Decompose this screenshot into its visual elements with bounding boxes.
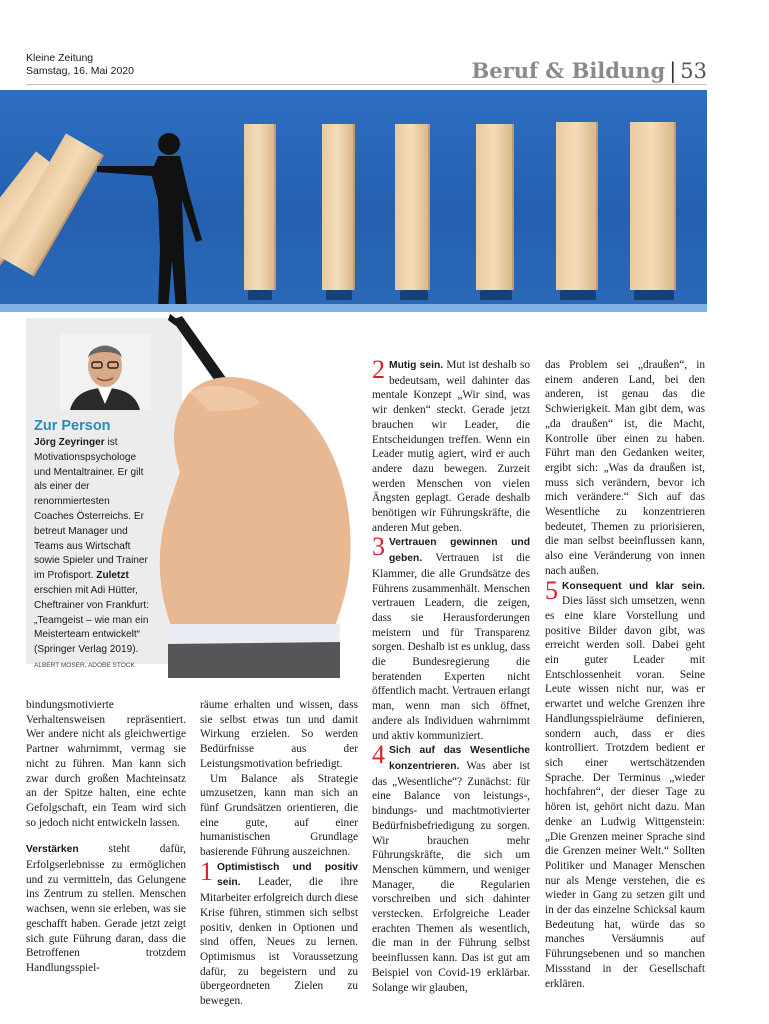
paragraph: bindungsmotivierte Verhaltensweisen repräsentiert. Wer andere nicht als gleichwertige Partner wahrnimmt, vermag sie nicht zu führen. Man kann sich zwar durch großen Machteinsatz an der Spitze halten, eine echte Gefolgschaft, ein Team wird sich so jedoch nicht entwickeln lassen. bbox=[26, 699, 186, 829]
principle-4 bbox=[372, 740, 530, 995]
principle-text: Vertrauen ist die Klammer, die alle Grundsätze des Führens zusammenhält. Menschen vertrauen Leadern, die zeigen, dass sie Herausforderungen meistern und für Transparenz sorgen. Deshalb ist es unklug, dass die Bundesregierung die beratenden Experten nicht öffentlich macht. Vertrauen erlangt man, wenn man sich öffnet, andere als Individuen wahrnimmt und aktiv kommuniziert. bbox=[372, 552, 530, 742]
newspaper-name: Kleine Zeitung bbox=[26, 52, 94, 64]
principle-3 bbox=[372, 532, 530, 743]
author-name: Jörg Zeyringer bbox=[34, 437, 105, 448]
principle-number: 5 bbox=[545, 575, 558, 605]
paragraph: Um Balance als Strategie umzusetzen, kann man sich an fünf Grundsätzen orientieren, die eine gute, auf einer humanistischen Grundlage basierende Führung auszeichnen. bbox=[200, 772, 358, 859]
issue-date: Samstag, 16. Mai 2020 bbox=[26, 65, 134, 77]
principle-heading: Vertrauen gewinnen und geben. bbox=[389, 537, 530, 565]
standing-domino bbox=[395, 124, 430, 290]
principle-1 bbox=[200, 856, 358, 1009]
article-column-2 bbox=[200, 698, 358, 1009]
principle-heading: Sich auf das Wesentliche konzentrieren. bbox=[389, 745, 530, 772]
sidebar-text bbox=[34, 436, 152, 674]
hand-with-pen-icon bbox=[150, 312, 355, 678]
sidebar-title: Zur Person bbox=[34, 418, 111, 434]
principle-heading: Optimistisch und positiv sein. bbox=[217, 861, 358, 889]
principle-number: 2 bbox=[372, 355, 385, 384]
domino-shadow bbox=[480, 290, 512, 300]
page-number: 53 bbox=[680, 59, 707, 83]
section-title: Beruf & Bildung bbox=[471, 58, 666, 83]
article-column-1 bbox=[26, 698, 186, 976]
silhouette-figure-icon bbox=[92, 130, 222, 310]
paragraph: räume erhalten und wissen, dass sie selbst etwas tun und damit Wirkung erzielen. So werden Bedürfnisse aus der Leistungsmotivation befriedigt. bbox=[200, 699, 358, 770]
masthead bbox=[26, 52, 134, 78]
standing-domino bbox=[244, 124, 276, 290]
principle-heading: Mutig sein. bbox=[389, 360, 444, 371]
paragraph-text: steht dafür, Erfolgserlebnisse zu ermöglichen und zu vermitteln, das Gelungene ins Zentrum zu stellen. Menschen wachsen, wenn sie erleben, was sie geschafft haben. Gerade jetzt zeigt sich gute Führung daran, dass die Betroffenen trotzdem Handlungsspiel- bbox=[26, 843, 186, 974]
principle-text: Was aber ist das „Wesentliche“? Zunächst: für eine Balance von leistungs-, bindungs- und machtmotivierter Bedürfnisbefriedigung zu sorgen. Wir brauchen mehr Führungskräfte, die sich um Menschen kümmern, und weniger Manager, die Regularien vorschreiben und sich dahinter verstecken. Erfolgreiche Leader erachten Themen als wesentlich, die man in der Führung selbst beeinflussen kann. Das ist gut am Beispiel von Covid-19 erklärbar. Solange wir glauben, bbox=[372, 759, 530, 994]
principle-text: Dies lässt sich umsetzen, wenn es eine klare Vorstellung und positive Bilder davon gibt, was erreicht werden soll. Dabei geht ein guter Leader mit Entschlossenheit voran. Seine Leute wissen nicht nur, was er erwartet und welche Grenzen ihre Handlungsspielräume definieren, sondern auch, dass er dies kontrolliert. Trotzdem bedient er sich einer wertschätzenden Sprache. Der Terminus „wieder hochfahren“, der dieser Tage zu hören ist, gehört nicht dazu. Man denke an Ludwig Wittgenstein: „Die Grenzen meiner Sprache sind die Grenzen meiner Welt.“ Sollten Politiker und Manager Menschen nur als Menge verstehen, die es wieder in Gang zu setzen gilt und in der das einzelne Schicksal kaum Bedeutung hat, würde das so manches Versäumnis auf Führungsebenen und so manchen Missstand in der Gesellschaft erklären. bbox=[545, 595, 705, 990]
lead-word: Verstärken bbox=[26, 844, 79, 856]
principle-heading: Konsequent und klar sein. bbox=[562, 580, 705, 592]
paragraph: das Problem sei „draußen“, in einem anderen Land, bei den anderen, ist genau das die Schwierigkeit. Man gibt dem, was „da draußen“ ist, die Macht, Kontrolle über einen zu haben. Führt man den Gedanken weiter, ergibt sich: „Was da draußen ist, muss sich verändern, bevor ich mich verändere.“ Sich auf das Wesentliche zu konzentrieren bedeutet, Themen zu priorisieren, die man selbst beeinflussen kann, also eine Veränderung von innen nach außen. bbox=[545, 359, 705, 577]
standing-domino bbox=[322, 124, 355, 290]
domino-shadow bbox=[560, 290, 596, 300]
principle-number: 1 bbox=[200, 856, 213, 886]
book-info: erschien mit Adi Hütter, Cheftrainer von Frankfurt: „Teamgeist – wie man ein Meisterteam entwickelt“ (Springer Verlag 2019). bbox=[34, 584, 150, 656]
principle-text: Mut ist deshalb so bedeutsam, weil dahinter das mentale Konzept „Wir sind, was wir denken“ steckt. Gerade jetzt brauchen wir Leader, die Entscheidungen treffen. Wenn ein Leader mutig agiert, wird er auch andere dazu bewegen. Zurzeit werden Menschen von vielen Ängsten geplagt. Gerade deshalb benötigen wir Führungskräfte, die anderen Mut geben. bbox=[372, 359, 530, 534]
photo-credit: ALBERT MOSER, ADOBE STOCK bbox=[34, 661, 135, 669]
standing-domino bbox=[476, 124, 514, 290]
zuletzt-label: Zuletzt bbox=[96, 570, 129, 582]
article-column-3 bbox=[372, 355, 530, 995]
domino-shadow bbox=[634, 290, 674, 300]
principle-number: 4 bbox=[372, 740, 385, 770]
paragraph bbox=[26, 842, 186, 975]
author-bio: ist Motivationspsychologe und Mentaltrainer. Er gilt als einer der renommiertesten Coaches Österreichs. Er betreut Manager und Teams aus Wirtschaft sowie Spieler und Trainer im Profisport. bbox=[34, 437, 148, 582]
standing-domino bbox=[630, 122, 676, 290]
table-edge bbox=[0, 304, 707, 312]
domino-shadow bbox=[248, 290, 272, 300]
principle-5 bbox=[545, 575, 705, 992]
domino-shadow bbox=[400, 290, 428, 300]
standing-domino bbox=[556, 122, 598, 290]
section-header bbox=[472, 58, 707, 83]
domino-shadow bbox=[326, 290, 352, 300]
principle-text: Leader, die ihre Mitarbeiter erfolgreich durch diese Krise führen, stimmen sich selbst positiv, denken in Optionen und sind offen, Neues zu lernen. Optimismus ist Voraussetzung dafür, zu begeistern und zu übergeordneten Zielen zu bewegen. bbox=[200, 876, 358, 1008]
header-rule bbox=[26, 84, 707, 85]
article-column-4 bbox=[545, 358, 705, 991]
principle-number: 3 bbox=[372, 532, 385, 562]
hero-image bbox=[0, 90, 707, 312]
author-portrait-icon bbox=[60, 334, 150, 410]
principle-2 bbox=[372, 355, 530, 535]
header-separator: | bbox=[669, 59, 677, 83]
